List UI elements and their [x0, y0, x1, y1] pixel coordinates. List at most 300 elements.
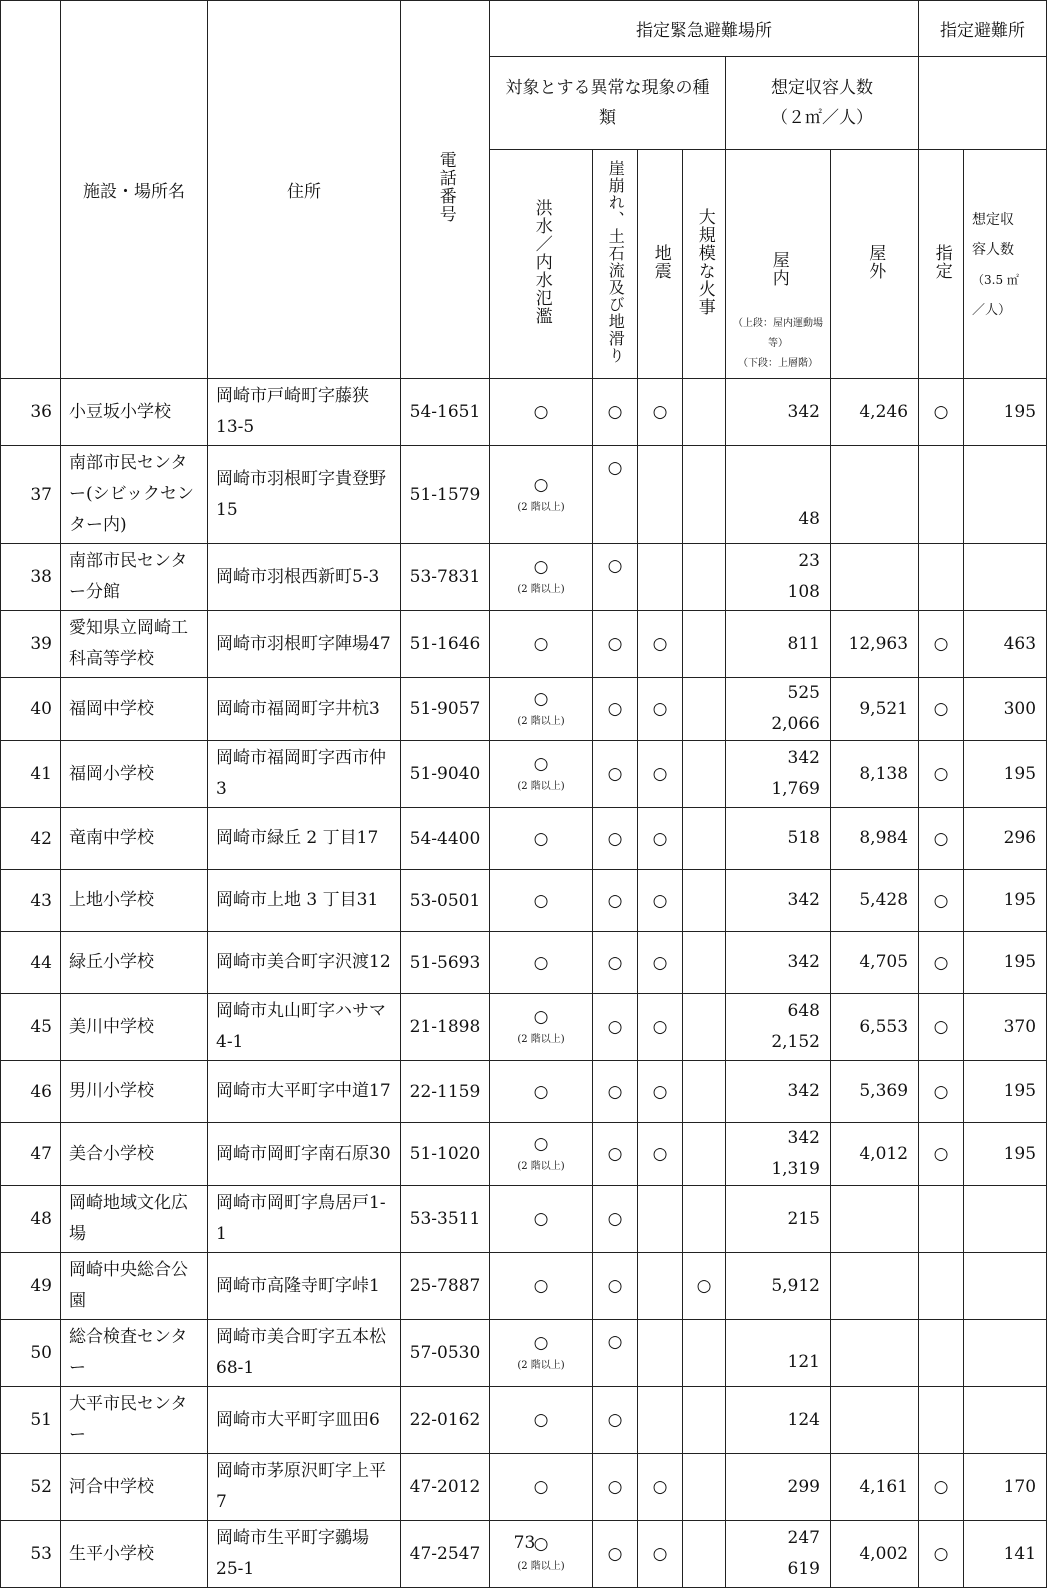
earthquake-mark — [638, 446, 683, 544]
landslide-circle: ○ — [607, 634, 623, 654]
evac-capacity — [964, 870, 1047, 932]
landslide-mark — [593, 932, 638, 994]
row-number — [1, 1253, 61, 1320]
flood-circle: ○ — [533, 754, 549, 774]
phone — [401, 1387, 490, 1454]
address — [208, 1061, 401, 1123]
designated-circle: ○ — [933, 1544, 949, 1564]
facility-name-text: 岡崎中央総合公園 — [69, 1260, 188, 1311]
facility-name — [61, 1521, 208, 1588]
earthquake-circle: ○ — [652, 699, 668, 719]
phone — [401, 1454, 490, 1521]
phone — [401, 932, 490, 994]
earthquake-circle: ○ — [652, 1017, 668, 1037]
address — [208, 994, 401, 1061]
flood-note: (2 階以上) — [517, 584, 565, 595]
earthquake-circle: ○ — [652, 402, 668, 422]
header-evac-capacity-1: 想定収 — [972, 212, 1015, 228]
row-number — [1, 446, 61, 544]
evac-capacity — [964, 1253, 1047, 1320]
outdoor-capacity — [831, 741, 919, 808]
indoor-top: 342 — [787, 748, 820, 768]
address-text: 岡崎市生平町字鶸場25-1 — [216, 1528, 369, 1579]
flood-note: (2 階以上) — [517, 1561, 565, 1572]
facility-name — [61, 1061, 208, 1123]
facility-name-text: 南部市民センター(シビックセンター内) — [69, 453, 194, 535]
address-text: 岡崎市美合町字沢渡12 — [216, 952, 391, 972]
table-row — [1, 870, 1047, 932]
indoor-top: 124 — [787, 1409, 820, 1430]
header-evac-blank — [919, 57, 1047, 150]
indoor-capacity — [726, 544, 831, 611]
flood-mark — [490, 1320, 593, 1387]
designated-circle: ○ — [933, 699, 949, 719]
phone-text: 22-1159 — [409, 1081, 481, 1102]
designated-circle: ○ — [933, 890, 949, 911]
landslide-circle: ○ — [607, 1144, 623, 1164]
header-outdoor-text: 屋外 — [865, 243, 886, 280]
flood-mark — [490, 544, 593, 611]
fire-mark — [683, 1521, 726, 1588]
earthquake-mark — [638, 379, 683, 446]
designated-mark — [919, 741, 964, 808]
evac-capacity-text: 195 — [1003, 1143, 1037, 1164]
earthquake-mark — [638, 1454, 683, 1521]
earthquake-mark — [638, 1123, 683, 1186]
landslide-circle: ○ — [607, 952, 623, 973]
row-number-text: 36 — [30, 402, 52, 422]
outdoor-capacity — [831, 994, 919, 1061]
indoor-capacity — [726, 611, 831, 678]
outdoor-capacity — [831, 808, 919, 870]
header-evac-site: 指定避難所 — [919, 1, 1047, 57]
facility-name — [61, 1454, 208, 1521]
row-number-text: 50 — [30, 1343, 52, 1363]
header-indoor-note-top: （上段：屋内運動場等） — [733, 318, 823, 349]
header-evac-capacity-4: ／人） — [972, 303, 1012, 318]
outdoor-capacity — [831, 544, 919, 611]
fire-mark — [683, 1186, 726, 1253]
address — [208, 870, 401, 932]
outdoor-text: 6,553 — [859, 1016, 909, 1037]
header-number-blank — [1, 1, 61, 379]
earthquake-mark — [638, 544, 683, 611]
outdoor-capacity — [831, 446, 919, 544]
table-row — [1, 932, 1047, 994]
earthquake-mark — [638, 611, 683, 678]
designated-mark — [919, 1186, 964, 1253]
facility-name-text: 総合検査センター — [69, 1327, 188, 1378]
indoor-top: 648 — [787, 1001, 820, 1021]
address — [208, 544, 401, 611]
outdoor-capacity — [831, 932, 919, 994]
row-number-text: 40 — [30, 699, 52, 719]
flood-circle: ○ — [533, 1081, 549, 1102]
phone-text: 51-1646 — [409, 634, 481, 654]
landslide-mark — [593, 1454, 638, 1521]
designated-circle: ○ — [933, 1017, 949, 1037]
indoor-bottom: 1,319 — [771, 1159, 820, 1179]
address-text: 岡崎市大平町字中道17 — [216, 1081, 391, 1101]
facility-name-text: 生平小学校 — [69, 1543, 154, 1564]
phone-text: 51-9057 — [409, 699, 481, 719]
flood-circle: ○ — [533, 1333, 549, 1353]
landslide-mark — [593, 446, 638, 544]
evac-capacity — [964, 1186, 1047, 1253]
header-landslide — [593, 150, 638, 379]
evac-capacity — [964, 741, 1047, 808]
landslide-mark — [593, 1387, 638, 1454]
flood-mark — [490, 1061, 593, 1123]
indoor-capacity — [726, 1061, 831, 1123]
fire-mark — [683, 379, 726, 446]
address-text: 岡崎市高隆寺町字峠1 — [216, 1275, 380, 1296]
phone — [401, 678, 490, 741]
header-capacity — [726, 57, 919, 150]
facility-name — [61, 678, 208, 741]
flood-note: (2 階以上) — [517, 501, 565, 513]
address-text: 岡崎市戸崎町字藤狭13-5 — [216, 386, 369, 437]
phone — [401, 1320, 490, 1387]
address-text: 岡崎市羽根町字陣場47 — [216, 633, 391, 654]
row-number — [1, 1454, 61, 1521]
row-number — [1, 1061, 61, 1123]
evac-capacity-text: 296 — [1003, 828, 1037, 848]
address-text: 岡崎市羽根西新町5-3 — [216, 566, 380, 587]
earthquake-circle: ○ — [652, 1081, 668, 1102]
earthquake-mark — [638, 808, 683, 870]
evac-capacity — [964, 932, 1047, 994]
address — [208, 1123, 401, 1186]
outdoor-capacity — [831, 1253, 919, 1320]
designated-circle: ○ — [933, 1477, 949, 1497]
fire-mark — [683, 678, 726, 741]
facility-name — [61, 379, 208, 446]
phone-text: 57-0530 — [409, 1343, 481, 1363]
flood-circle: ○ — [533, 1007, 549, 1027]
outdoor-capacity — [831, 678, 919, 741]
table-row — [1, 1253, 1047, 1320]
address-text: 岡崎市福岡町字西市仲 3 — [216, 748, 386, 799]
indoor-top: 215 — [787, 1208, 820, 1229]
facility-name-text: 緑丘小学校 — [69, 952, 154, 972]
flood-note: (2 階以上) — [517, 1161, 565, 1172]
evac-capacity-text: 195 — [1003, 890, 1037, 910]
row-number — [1, 1320, 61, 1387]
row-number-text: 47 — [30, 1144, 52, 1164]
indoor-capacity — [726, 808, 831, 870]
address — [208, 1186, 401, 1253]
indoor-capacity — [726, 741, 831, 808]
fire-mark — [683, 1061, 726, 1123]
row-number-text: 49 — [30, 1276, 52, 1296]
flood-mark — [490, 678, 593, 741]
phone-text: 53-7831 — [409, 567, 481, 587]
facility-name — [61, 808, 208, 870]
indoor-capacity — [726, 1521, 831, 1588]
evac-capacity-text: 370 — [1003, 1016, 1037, 1037]
earthquake-mark — [638, 678, 683, 741]
flood-circle: ○ — [533, 474, 549, 495]
fire-mark — [683, 808, 726, 870]
table-row — [1, 1320, 1047, 1387]
table-row — [1, 1454, 1047, 1521]
facility-name — [61, 446, 208, 544]
flood-mark — [490, 1253, 593, 1320]
designated-mark — [919, 446, 964, 544]
header-evac-capacity-3: （3.5 ㎡ — [972, 273, 1019, 287]
earthquake-circle: ○ — [652, 952, 668, 973]
table-row — [1, 1123, 1047, 1186]
indoor-capacity — [726, 678, 831, 741]
earthquake-circle: ○ — [652, 1544, 668, 1564]
outdoor-capacity — [831, 1521, 919, 1588]
flood-circle: ○ — [533, 689, 549, 709]
outdoor-text: 9,521 — [859, 698, 909, 719]
facility-name-text: 福岡中学校 — [69, 698, 154, 719]
earthquake-circle: ○ — [652, 1144, 668, 1164]
indoor-top: 247 — [787, 1528, 820, 1548]
phone-text: 51-1579 — [409, 484, 481, 505]
fire-mark — [683, 870, 726, 932]
evac-capacity — [964, 1454, 1047, 1521]
landslide-circle: ○ — [607, 556, 623, 576]
fire-mark — [683, 544, 726, 611]
indoor-capacity — [726, 870, 831, 932]
outdoor-capacity — [831, 870, 919, 932]
outdoor-capacity — [831, 1186, 919, 1253]
landslide-mark — [593, 994, 638, 1061]
header-flood — [490, 150, 593, 379]
earthquake-mark — [638, 1253, 683, 1320]
evac-capacity-text: 141 — [1003, 1543, 1037, 1564]
landslide-circle: ○ — [607, 764, 623, 784]
phone — [401, 544, 490, 611]
outdoor-text: 4,705 — [859, 952, 909, 972]
earthquake-mark — [638, 741, 683, 808]
header-evac-capacity-2: 容人数 — [972, 242, 1015, 258]
indoor-capacity — [726, 1253, 831, 1320]
designated-mark — [919, 678, 964, 741]
phone — [401, 611, 490, 678]
row-number-text: 38 — [30, 567, 52, 587]
landslide-mark — [593, 1123, 638, 1186]
facility-name — [61, 611, 208, 678]
phone-text: 25-7887 — [409, 1276, 481, 1296]
row-number — [1, 994, 61, 1061]
header-indoor-text: 屋内 — [768, 251, 789, 287]
page-number: 73 — [513, 1533, 536, 1553]
phone — [401, 1521, 490, 1588]
designated-circle: ○ — [933, 952, 949, 973]
facility-name-text: 岡崎地域文化広場 — [69, 1193, 188, 1244]
facility-name-text: 南部市民センター分館 — [69, 551, 188, 602]
earthquake-circle: ○ — [652, 764, 668, 784]
earthquake-mark — [638, 1387, 683, 1454]
fire-mark — [683, 446, 726, 544]
indoor-capacity — [726, 446, 831, 544]
fire-mark — [683, 611, 726, 678]
flood-circle: ○ — [533, 828, 549, 849]
designated-mark — [919, 1521, 964, 1588]
landslide-circle: ○ — [607, 1276, 623, 1296]
outdoor-text: 4,246 — [859, 401, 909, 422]
phone-text: 51-1020 — [409, 1144, 481, 1164]
row-number-text: 43 — [30, 890, 52, 911]
table-row — [1, 1186, 1047, 1253]
outdoor-text: 4,161 — [859, 1476, 909, 1497]
indoor-top: 5,912 — [771, 1275, 820, 1296]
facility-name — [61, 1387, 208, 1454]
address-text: 岡崎市羽根町字貴登野 15 — [216, 468, 386, 520]
flood-note: (2 階以上) — [517, 781, 565, 792]
designated-circle: ○ — [933, 828, 949, 849]
flood-mark — [490, 1186, 593, 1253]
evac-capacity — [964, 611, 1047, 678]
row-number-text: 52 — [30, 1477, 52, 1497]
fire-mark — [683, 1253, 726, 1320]
table-body — [1, 379, 1047, 1588]
facility-name-text: 大平市民センター — [69, 1394, 188, 1445]
landslide-mark — [593, 870, 638, 932]
flood-note: (2 階以上) — [517, 1360, 565, 1371]
phone-text: 21-1898 — [409, 1017, 481, 1037]
outdoor-capacity — [831, 1387, 919, 1454]
facility-name-text: 小豆坂小学校 — [69, 401, 171, 422]
phone — [401, 870, 490, 932]
indoor-top: 525 — [787, 683, 820, 703]
phone — [401, 1061, 490, 1123]
evac-capacity — [964, 678, 1047, 741]
evac-capacity — [964, 446, 1047, 544]
row-number-text: 53 — [30, 1544, 52, 1564]
evac-capacity-text: 195 — [1003, 763, 1037, 784]
outdoor-capacity — [831, 379, 919, 446]
outdoor-text: 4,012 — [859, 1143, 909, 1164]
fire-mark — [683, 994, 726, 1061]
address-text: 岡崎市美合町字五本松 68-1 — [216, 1327, 386, 1378]
table-row — [1, 544, 1047, 611]
row-number-text: 37 — [30, 484, 52, 505]
designated-mark — [919, 1320, 964, 1387]
earthquake-circle: ○ — [652, 828, 668, 849]
row-number — [1, 611, 61, 678]
indoor-bottom: 121 — [787, 1352, 820, 1372]
header-capacity-text: 想定収容人数 — [771, 78, 874, 98]
landslide-circle: ○ — [607, 1477, 623, 1497]
landslide-mark — [593, 1253, 638, 1320]
landslide-circle: ○ — [607, 1544, 623, 1564]
evac-capacity — [964, 1061, 1047, 1123]
phone — [401, 446, 490, 544]
designated-mark — [919, 1061, 964, 1123]
evac-capacity — [964, 1521, 1047, 1588]
landslide-mark — [593, 808, 638, 870]
flood-mark — [490, 870, 593, 932]
facility-name — [61, 994, 208, 1061]
designated-mark — [919, 611, 964, 678]
designated-mark — [919, 544, 964, 611]
table-row — [1, 994, 1047, 1061]
earthquake-mark — [638, 870, 683, 932]
header-designation — [919, 150, 964, 379]
phone-text: 47-2547 — [409, 1544, 481, 1564]
header-facility-name: 施設・場所名 — [61, 1, 208, 379]
flood-note: (2 階以上) — [517, 1034, 565, 1045]
earthquake-mark — [638, 1320, 683, 1387]
outdoor-text: 8,138 — [859, 763, 909, 784]
table-row — [1, 1387, 1047, 1454]
table-row — [1, 1521, 1047, 1588]
earthquake-mark — [638, 1521, 683, 1588]
indoor-top: 342 — [787, 401, 820, 422]
indoor-bottom: 2,066 — [771, 714, 820, 734]
earthquake-circle: ○ — [652, 634, 668, 654]
facility-name — [61, 870, 208, 932]
designated-circle: ○ — [933, 402, 949, 422]
evac-capacity-text: 170 — [1003, 1476, 1037, 1497]
row-number — [1, 1186, 61, 1253]
landslide-circle: ○ — [607, 1332, 623, 1352]
flood-mark — [490, 808, 593, 870]
header-phenomena — [490, 57, 726, 150]
landslide-circle: ○ — [607, 699, 623, 719]
evac-capacity-text: 195 — [1003, 1081, 1037, 1101]
earthquake-mark — [638, 994, 683, 1061]
row-number — [1, 808, 61, 870]
indoor-capacity — [726, 1454, 831, 1521]
outdoor-capacity — [831, 1123, 919, 1186]
earthquake-mark — [638, 1186, 683, 1253]
phone — [401, 1253, 490, 1320]
address-text: 岡崎市岡町字南石原30 — [216, 1143, 391, 1164]
indoor-capacity — [726, 1123, 831, 1186]
table-row — [1, 678, 1047, 741]
header-indoor-note-bottom: （下段：上層階） — [738, 358, 818, 369]
header-earthquake-text: 地震 — [650, 243, 671, 280]
facility-name — [61, 544, 208, 611]
flood-mark — [490, 611, 593, 678]
landslide-mark — [593, 741, 638, 808]
indoor-capacity — [726, 932, 831, 994]
flood-mark — [490, 1123, 593, 1186]
fire-mark — [683, 1454, 726, 1521]
designated-mark — [919, 932, 964, 994]
row-number-text: 41 — [30, 764, 52, 784]
evac-capacity — [964, 379, 1047, 446]
earthquake-mark — [638, 932, 683, 994]
row-number-text: 46 — [30, 1081, 52, 1102]
indoor-capacity — [726, 1320, 831, 1387]
landslide-circle: ○ — [607, 828, 623, 849]
evac-capacity-text: 463 — [1003, 633, 1037, 654]
row-number — [1, 1387, 61, 1454]
landslide-circle: ○ — [607, 1017, 623, 1037]
fire-mark — [683, 1387, 726, 1454]
flood-circle: ○ — [533, 1209, 549, 1229]
phone — [401, 379, 490, 446]
address-text: 岡崎市大平町字皿田6 — [216, 1409, 380, 1430]
outdoor-capacity — [831, 1320, 919, 1387]
flood-mark — [490, 994, 593, 1061]
header-fire — [683, 150, 726, 379]
outdoor-capacity — [831, 611, 919, 678]
table-row — [1, 1061, 1047, 1123]
indoor-bottom: 108 — [787, 582, 820, 602]
designated-mark — [919, 1123, 964, 1186]
header-address: 住所 — [208, 1, 401, 379]
address — [208, 1253, 401, 1320]
